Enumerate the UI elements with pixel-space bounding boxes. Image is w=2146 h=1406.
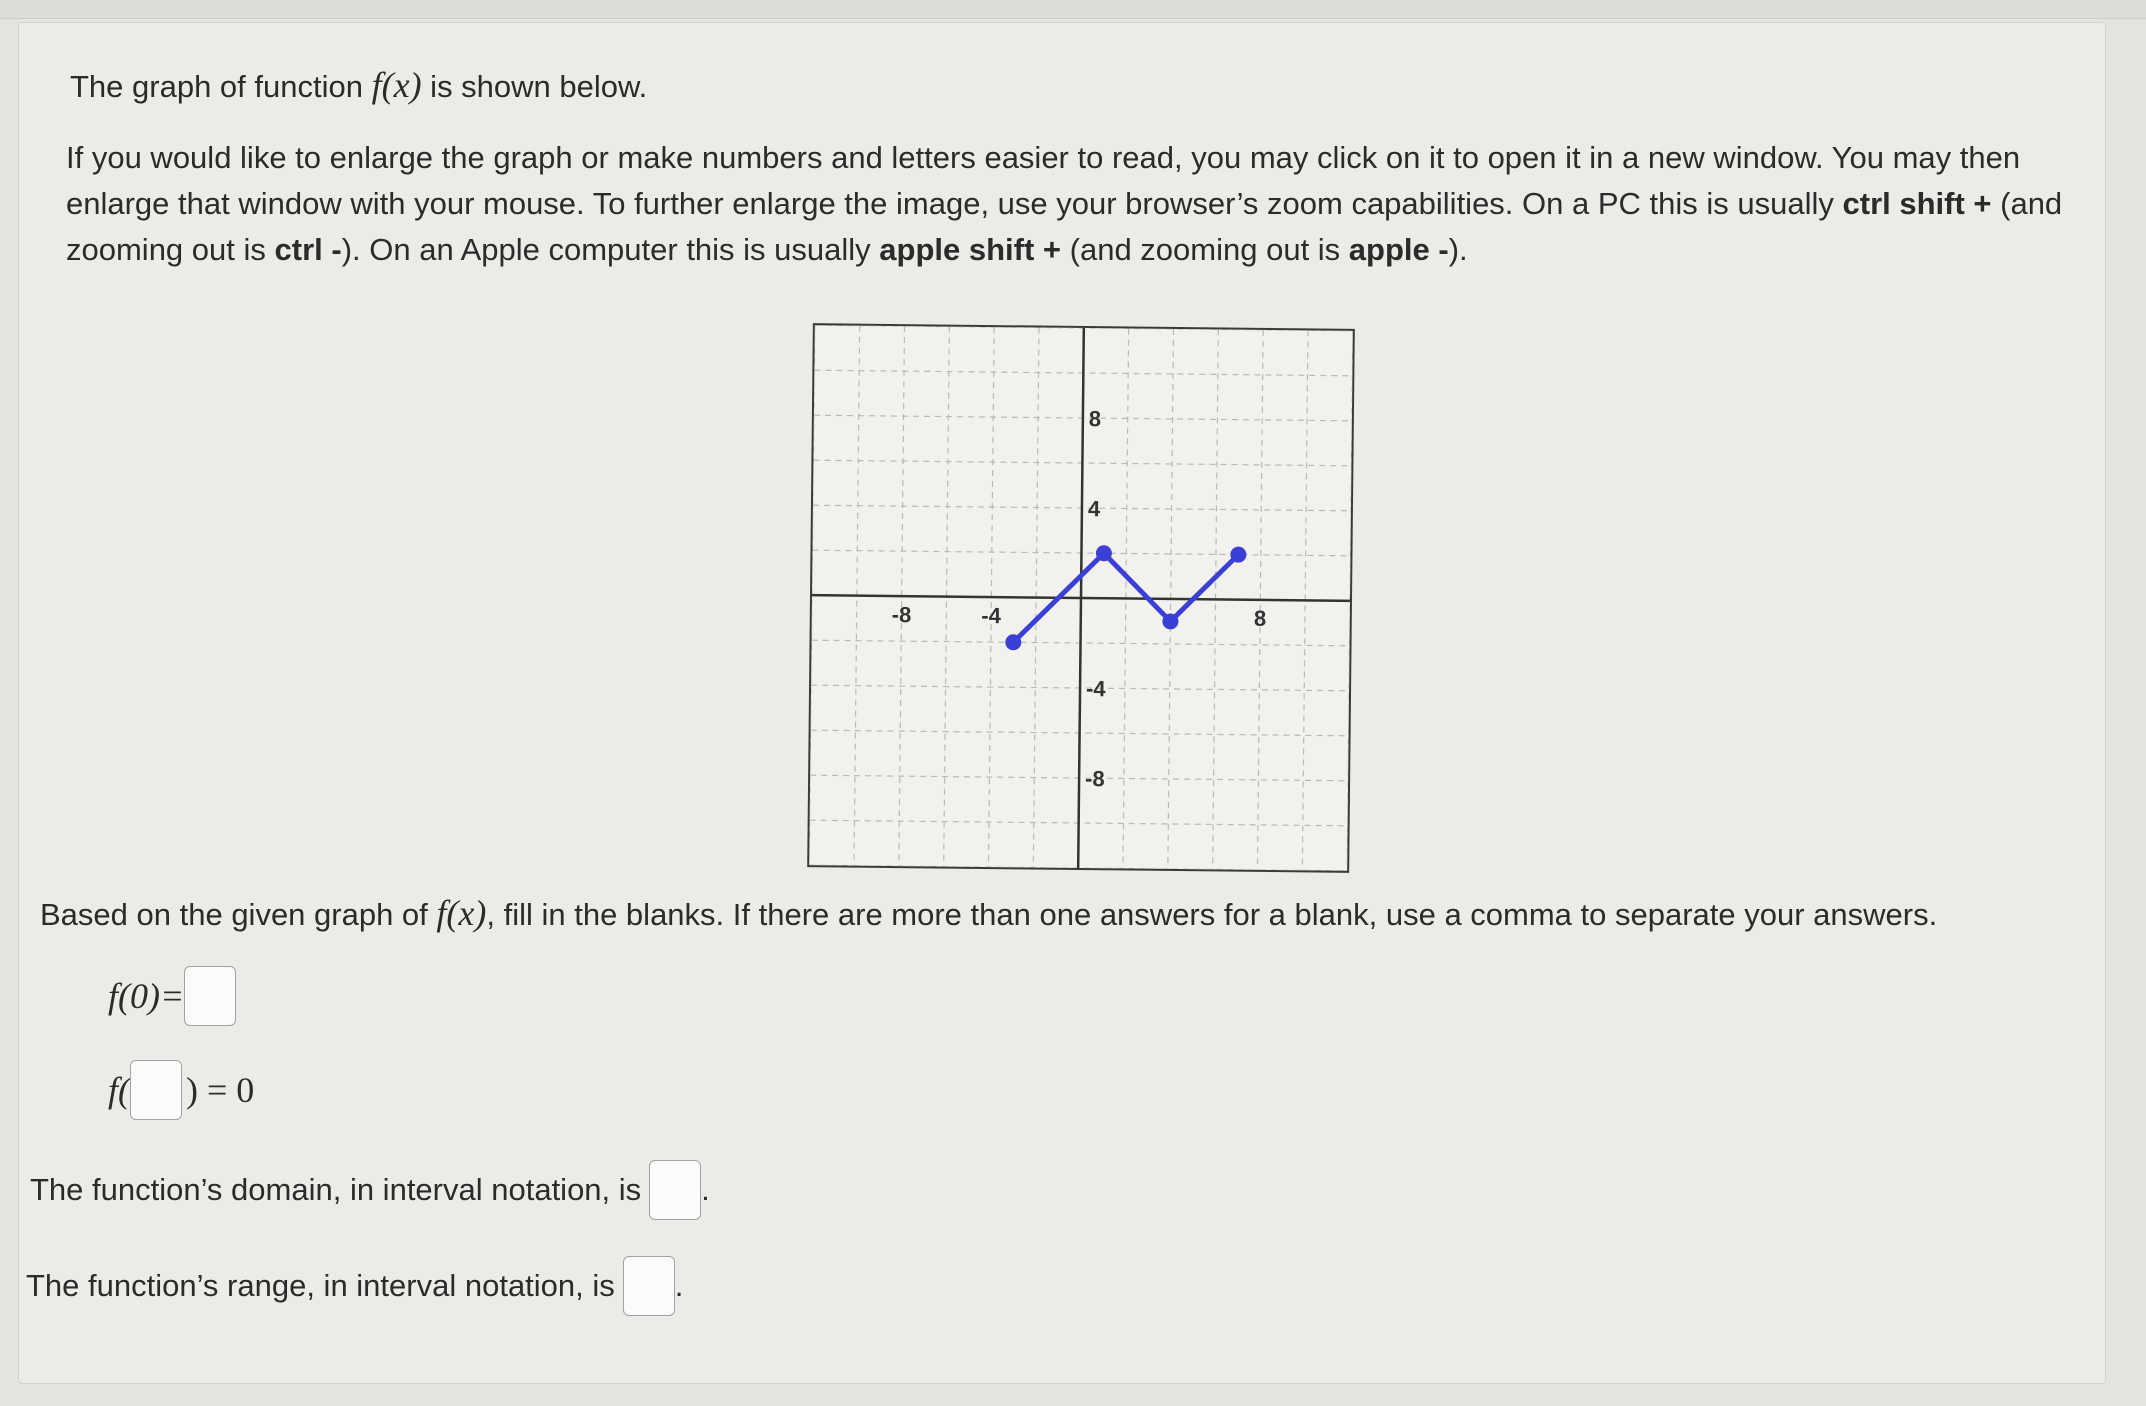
f-of-zero-input[interactable] <box>184 966 236 1026</box>
f-of-zero-label: f(0)= <box>108 976 185 1016</box>
domain-label: The function’s domain, in interval notation, is <box>30 1172 642 1207</box>
question-suffix: , fill in the blanks. If there are more than one answers for a blank, use a comma to separate your answers. <box>486 897 1938 932</box>
pc-zoom-in: ctrl shift + <box>1842 186 1992 221</box>
x-tick-label: -4 <box>981 602 1002 629</box>
question-function: f(x) <box>436 893 487 933</box>
browser-top-edge <box>0 0 2146 19</box>
instr-part5: ). <box>1448 232 1468 267</box>
question-text <box>40 890 1937 938</box>
y-tick-label: 4 <box>1087 496 1101 522</box>
blank-row-f-of-zero <box>108 966 236 1026</box>
y-tick-label: -4 <box>1085 676 1106 702</box>
range-period: . <box>674 1268 684 1303</box>
y-tick-label: -8 <box>1084 766 1105 792</box>
instr-part4: (and zooming out is <box>1061 232 1349 267</box>
intro-text <box>70 62 647 110</box>
range-label: The function’s range, in interval notation, is <box>26 1268 615 1303</box>
zeros-input[interactable] <box>130 1060 182 1120</box>
blank-row-domain <box>30 1160 710 1220</box>
zoom-instructions <box>66 135 2066 273</box>
domain-input[interactable] <box>649 1160 701 1220</box>
instr-part1: If you would like to enlarge the graph or make numbers and letters easier to read, you may click on it to open it in a new window. You may then enlarge that window with your mouse. To further enlarge the image, use your browser’s zoom capabilities. On a PC this is usually <box>66 140 2021 221</box>
y-tick-label: 8 <box>1088 406 1102 432</box>
instr-part2: (and zooming out is <box>66 186 2063 267</box>
x-tick-label: -8 <box>891 602 912 628</box>
blank-row-range <box>26 1256 683 1316</box>
intro-suffix: is shown below. <box>421 69 648 104</box>
intro-function: f(x) <box>371 65 422 105</box>
instr-part3: ). On an Apple computer this is usually <box>341 232 880 267</box>
intro-prefix: The graph of function <box>70 69 372 104</box>
zeros-label-left: f( <box>108 1070 130 1110</box>
zeros-label-right: ) = 0 <box>186 1070 255 1110</box>
question-prefix: Based on the given graph of <box>40 897 437 932</box>
mac-zoom-out: apple - <box>1348 232 1449 267</box>
graph-svg <box>809 325 1353 871</box>
mac-zoom-in: apple shift + <box>879 232 1062 267</box>
x-tick-label: 8 <box>1253 605 1267 631</box>
pc-zoom-out: ctrl - <box>274 232 342 267</box>
range-input[interactable] <box>623 1256 675 1316</box>
function-graph[interactable] <box>807 323 1355 873</box>
domain-period: . <box>701 1172 710 1207</box>
blank-row-zeros <box>108 1060 254 1120</box>
